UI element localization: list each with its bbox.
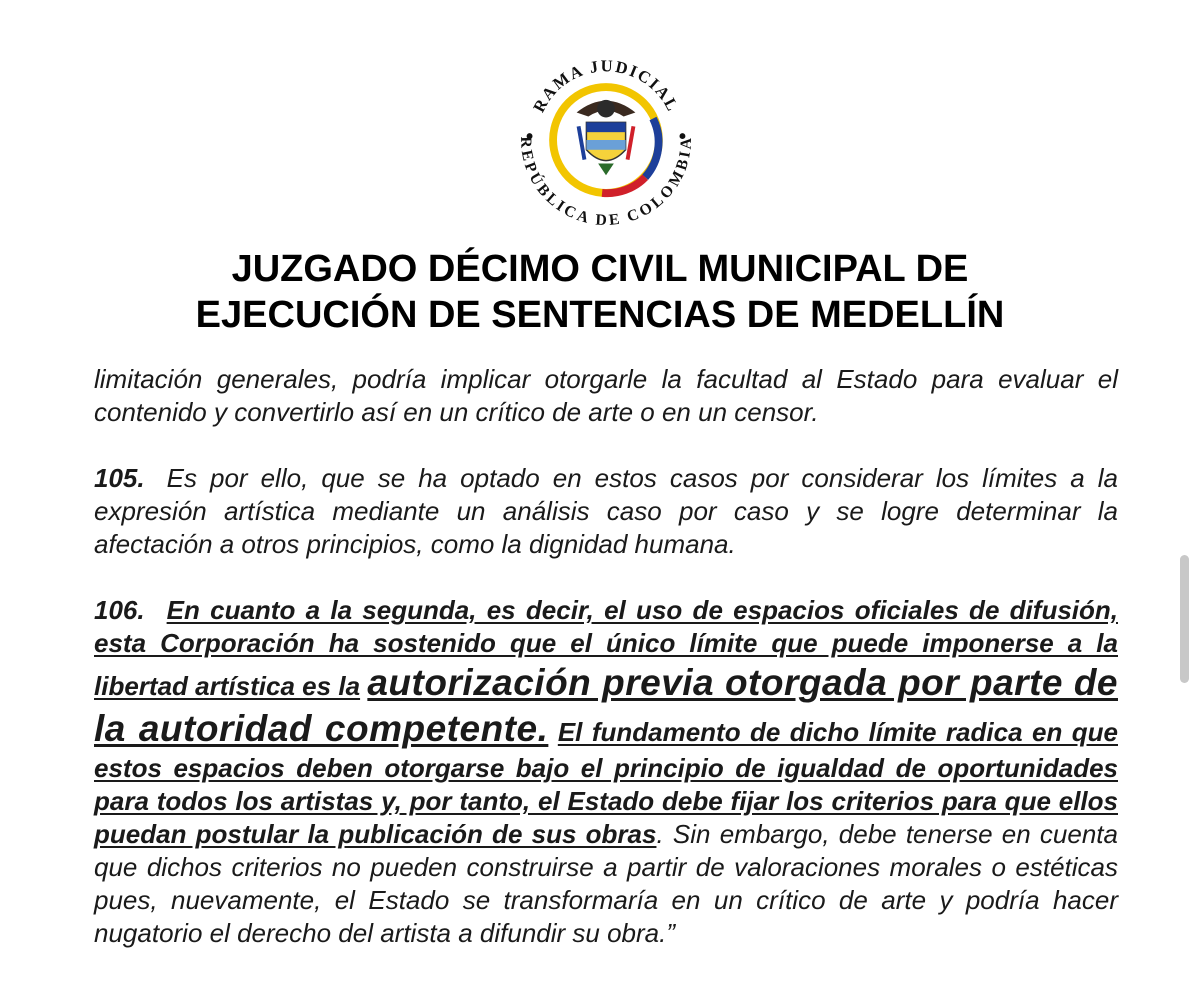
paragraph-continuation-text: limitación generales, podría implicar otorgarle la facultad al Estado para evaluar el contenido y convertirlo así en un crítico de arte o en un censor.	[94, 364, 1118, 427]
paragraph-106-underlined-b: El fundamento de dicho límite radica en que estos espacios deben otorgarse bajo el principio de igualdad de oportunidades para todos los artistas y, por tanto, el Estado debe fijar los criterios para que ellos puedan postular la publicación de sus obras	[94, 717, 1118, 849]
paragraph-number-105: 105.	[94, 463, 145, 493]
paragraph-105	[94, 462, 1118, 561]
coat-of-arms-icon	[577, 100, 636, 175]
paragraph-106	[94, 594, 1118, 950]
rama-judicial-seal	[508, 42, 704, 238]
paragraph-number-106: 106.	[94, 595, 145, 625]
scrollbar-thumb[interactable]	[1180, 555, 1189, 683]
court-title-line-1: JUZGADO DÉCIMO CIVIL MUNICIPAL DE	[231, 248, 969, 290]
court-title-line-2: EJECUCIÓN DE SENTENCIAS DE MEDELLÍN	[195, 294, 1005, 336]
seal-graphic	[508, 42, 704, 238]
paragraph-106-underlined-a: En cuanto a la segunda, es decir, el uso de espacios oficiales de difusión, esta Corporación ha sostenido que el único límite que puede imponerse a la libertad artística es la	[94, 595, 1118, 701]
seal-arc-top: RAMA JUDICIAL	[529, 56, 683, 116]
court-title	[0, 246, 1200, 338]
seal-arc-bottom: REPÚBLICA DE COLOMBIA	[516, 136, 696, 230]
paragraph-106-rest: . Sin embargo, debe tenerse en cuenta que dichos criterios no pueden construirse a partir de valoraciones morales o estéticas pues, nuevamente, el Estado se transformaría en un crítico de arte y podría hacer nugatorio el derecho del artista a difundir su obra.”	[94, 819, 1118, 948]
paragraph-continuation	[94, 363, 1118, 429]
paragraph-106-emphasis: autorización previa otorgada por parte de la autoridad competente.	[94, 662, 1118, 749]
paragraph-105-text: Es por ello, que se ha optado en estos casos por considerar los límites a la expresión artística mediante un análisis caso por caso y se logre determinar la afectación a otros principios, como la dignidad humana.	[94, 463, 1118, 559]
